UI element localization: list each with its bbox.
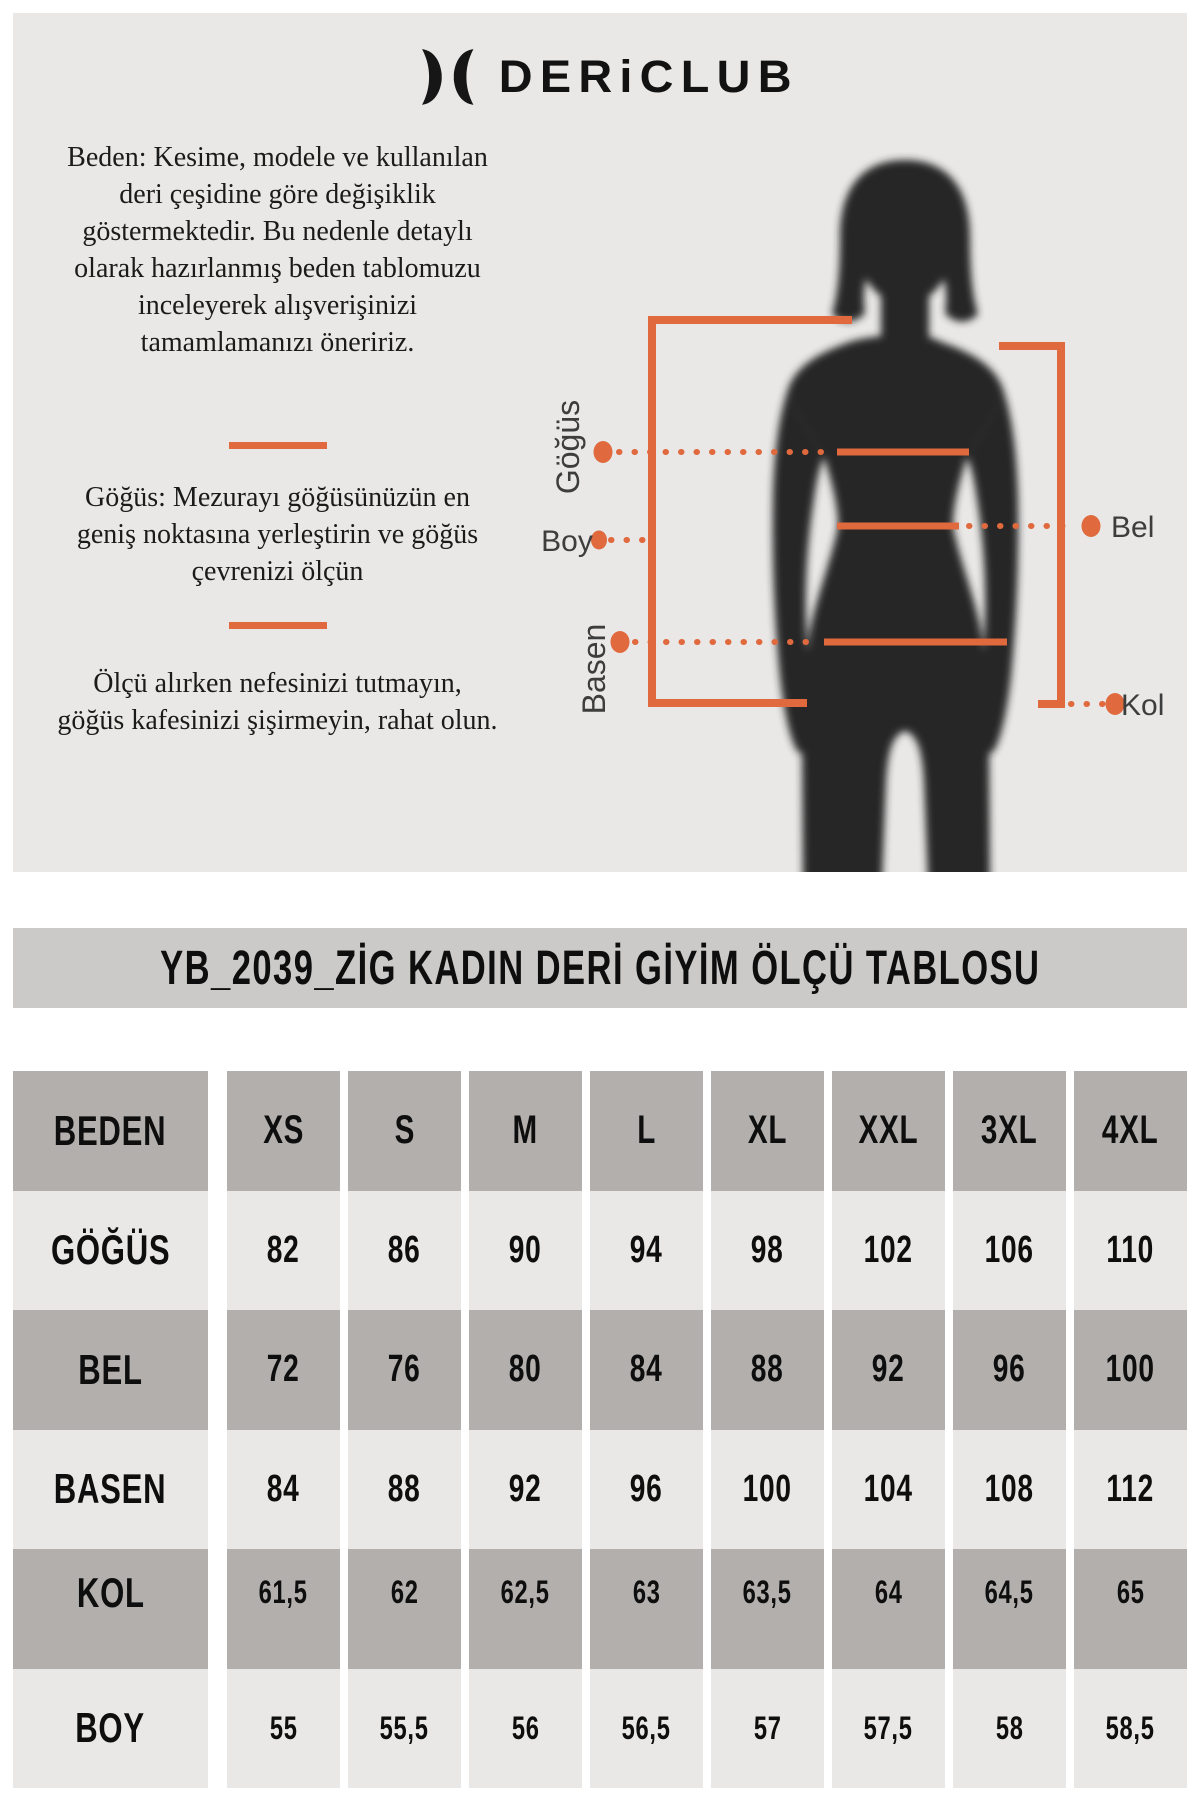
value-cell <box>953 1191 1066 1311</box>
cell-value: 112 <box>1106 1467 1155 1510</box>
cell-value: 80 <box>509 1348 542 1391</box>
table-row-basen <box>13 1430 1187 1550</box>
value-cell <box>590 1549 703 1669</box>
value-cell <box>590 1191 703 1311</box>
cell-value: 102 <box>863 1228 914 1271</box>
top-info-panel <box>13 13 1187 872</box>
value-cell <box>711 1310 824 1430</box>
measurement-diagram <box>507 137 1167 872</box>
table-header-row <box>13 1071 1187 1191</box>
cell-value: 88 <box>751 1348 784 1391</box>
value-cell <box>590 1669 703 1789</box>
arm-label: Kol <box>1121 689 1165 722</box>
size-label: M <box>512 1108 539 1153</box>
cell-value: 55 <box>269 1709 298 1746</box>
text-line: deri çeşidine göre değişiklik <box>119 179 436 210</box>
cell-value: 56 <box>511 1709 540 1746</box>
value-cell <box>832 1549 945 1669</box>
cell-value: 92 <box>509 1467 542 1510</box>
brand-logo-icon <box>413 33 483 121</box>
paragraph-beden <box>45 139 510 361</box>
sizing-intro-text <box>45 139 510 739</box>
height-label: Boy <box>541 525 593 558</box>
value-cell <box>348 1430 461 1550</box>
cell-value: 86 <box>388 1228 421 1271</box>
size-label: XL <box>747 1108 788 1153</box>
cell-value: 96 <box>993 1348 1026 1391</box>
cell-value: 64,5 <box>984 1574 1035 1611</box>
text-line: Ölçü alırken nefesinizi tutmayın, <box>93 668 462 699</box>
value-cell <box>227 1191 340 1311</box>
cell-value: 56,5 <box>621 1709 672 1746</box>
table-row-kol <box>13 1549 1187 1669</box>
value-cell <box>953 1669 1066 1789</box>
size-label: L <box>637 1108 656 1153</box>
value-cell <box>711 1191 824 1311</box>
cell-value: 90 <box>509 1228 542 1271</box>
row-label: GÖĞÜS <box>50 1226 171 1274</box>
hips-label: Basen <box>576 623 612 715</box>
cell-value: 84 <box>267 1467 300 1510</box>
text-line: göğüs kafesinizi şişirmeyin, rahat olun. <box>57 705 498 736</box>
value-cell <box>1074 1310 1187 1430</box>
value-cell <box>953 1430 1066 1550</box>
size-label: XXL <box>858 1108 919 1153</box>
row-label: BEL <box>78 1345 143 1393</box>
row-label: BOY <box>75 1704 146 1752</box>
header-cell-size <box>469 1071 582 1191</box>
text-line: inceleyerek alışverişinizi <box>137 290 418 321</box>
value-cell <box>227 1310 340 1430</box>
value-cell <box>227 1669 340 1789</box>
value-cell <box>590 1430 703 1550</box>
waist-dot <box>1082 515 1101 537</box>
paragraph-olcu <box>45 665 510 739</box>
value-cell <box>469 1669 582 1789</box>
text-line: çevrenizi ölçün <box>191 556 364 587</box>
cell-value: 58,5 <box>1105 1709 1156 1746</box>
cell-value: 110 <box>1106 1228 1155 1271</box>
text-line: geniş noktasına yerleştirin ve göğüs <box>76 519 479 550</box>
cell-value: 106 <box>984 1228 1035 1271</box>
value-cell <box>348 1310 461 1430</box>
row-label-cell <box>13 1549 208 1669</box>
value-cell <box>1074 1191 1187 1311</box>
paragraph-gogus <box>45 479 510 590</box>
value-cell <box>227 1549 340 1669</box>
orange-divider <box>229 622 327 629</box>
header-cell-size <box>590 1071 703 1191</box>
brand-logo-text: DERiCLUB <box>498 51 799 102</box>
chart-title-bar <box>13 928 1187 1008</box>
table-row-bel <box>13 1310 1187 1430</box>
text-line: göstermektedir. Bu nedenle detaylı <box>82 216 473 247</box>
size-label: 3XL <box>981 1108 1038 1153</box>
value-cell <box>348 1191 461 1311</box>
row-label-cell <box>13 1430 208 1550</box>
value-cell <box>227 1430 340 1550</box>
header-cell-beden <box>13 1071 208 1191</box>
value-cell <box>590 1310 703 1430</box>
size-label: S <box>394 1108 415 1153</box>
value-cell <box>953 1549 1066 1669</box>
value-cell <box>1074 1549 1187 1669</box>
value-cell <box>832 1669 945 1789</box>
value-cell <box>832 1191 945 1311</box>
value-cell <box>469 1430 582 1550</box>
chest-dot <box>594 441 613 463</box>
cell-value: 57 <box>753 1709 782 1746</box>
cell-value: 92 <box>872 1348 905 1391</box>
header-cell-size <box>832 1071 945 1191</box>
header-label: BEDEN <box>54 1106 167 1154</box>
cell-value: 55,5 <box>379 1709 430 1746</box>
body-silhouette <box>773 160 1018 872</box>
value-cell <box>953 1310 1066 1430</box>
cell-value: 76 <box>388 1348 421 1391</box>
value-cell <box>832 1310 945 1430</box>
cell-value: 58 <box>995 1709 1024 1746</box>
header-cell-size <box>348 1071 461 1191</box>
size-label: 4XL <box>1102 1108 1159 1153</box>
text-line: olarak hazırlanmış beden tablomuzu <box>74 253 481 284</box>
chart-title: YB_2039_ZİG KADIN DERİ GİYİM ÖLÇÜ TABLOSU <box>159 941 1041 995</box>
cell-value: 62 <box>390 1574 419 1611</box>
value-cell <box>711 1549 824 1669</box>
cell-value: 63,5 <box>742 1574 793 1611</box>
row-label-cell <box>13 1310 208 1430</box>
table-row-boy <box>13 1669 1187 1789</box>
cell-value: 84 <box>630 1348 663 1391</box>
text-line: Beden: Kesime, modele ve kullanılan <box>67 142 488 173</box>
cell-value: 63 <box>632 1574 661 1611</box>
header-cell-size <box>227 1071 340 1191</box>
measurement-diagram-svg <box>507 137 1167 872</box>
cell-value: 65 <box>1116 1574 1145 1611</box>
value-cell <box>1074 1669 1187 1789</box>
brand-logo <box>413 33 799 121</box>
cell-value: 62,5 <box>500 1574 551 1611</box>
value-cell <box>832 1430 945 1550</box>
header-cell-size <box>711 1071 824 1191</box>
value-cell <box>469 1310 582 1430</box>
cell-value: 94 <box>630 1228 663 1271</box>
row-label: KOL <box>76 1568 145 1616</box>
table-row-gogus <box>13 1191 1187 1311</box>
header-cell-size <box>1074 1071 1187 1191</box>
orange-divider <box>229 442 327 449</box>
row-label-cell <box>13 1191 208 1311</box>
cell-value: 57,5 <box>863 1709 914 1746</box>
value-cell <box>1074 1430 1187 1550</box>
cell-value: 64 <box>874 1574 903 1611</box>
cell-value: 61,5 <box>258 1574 309 1611</box>
size-label: XS <box>263 1108 304 1153</box>
cell-value: 88 <box>388 1467 421 1510</box>
hip-dot <box>611 631 630 653</box>
cell-value: 96 <box>630 1467 663 1510</box>
row-label-cell <box>13 1669 208 1789</box>
cell-value: 82 <box>267 1228 300 1271</box>
value-cell <box>711 1430 824 1550</box>
cell-value: 108 <box>984 1467 1035 1510</box>
row-label: BASEN <box>54 1465 167 1513</box>
waist-label: Bel <box>1111 511 1155 544</box>
cell-value: 72 <box>267 1348 300 1391</box>
size-table <box>13 1071 1187 1788</box>
cell-value: 100 <box>742 1467 793 1510</box>
chest-label: Göğüs <box>550 399 586 495</box>
text-line: tamamlamanızı öneririz. <box>140 327 415 358</box>
height-dot <box>591 531 607 550</box>
value-cell <box>469 1549 582 1669</box>
cell-value: 98 <box>751 1228 784 1271</box>
value-cell <box>469 1191 582 1311</box>
value-cell <box>348 1669 461 1789</box>
header-cell-size <box>953 1071 1066 1191</box>
cell-value: 104 <box>863 1467 914 1510</box>
text-line: Göğüs: Mezurayı göğüsünüzün en <box>85 482 470 513</box>
value-cell <box>348 1549 461 1669</box>
cell-value: 100 <box>1105 1348 1156 1391</box>
value-cell <box>711 1669 824 1789</box>
